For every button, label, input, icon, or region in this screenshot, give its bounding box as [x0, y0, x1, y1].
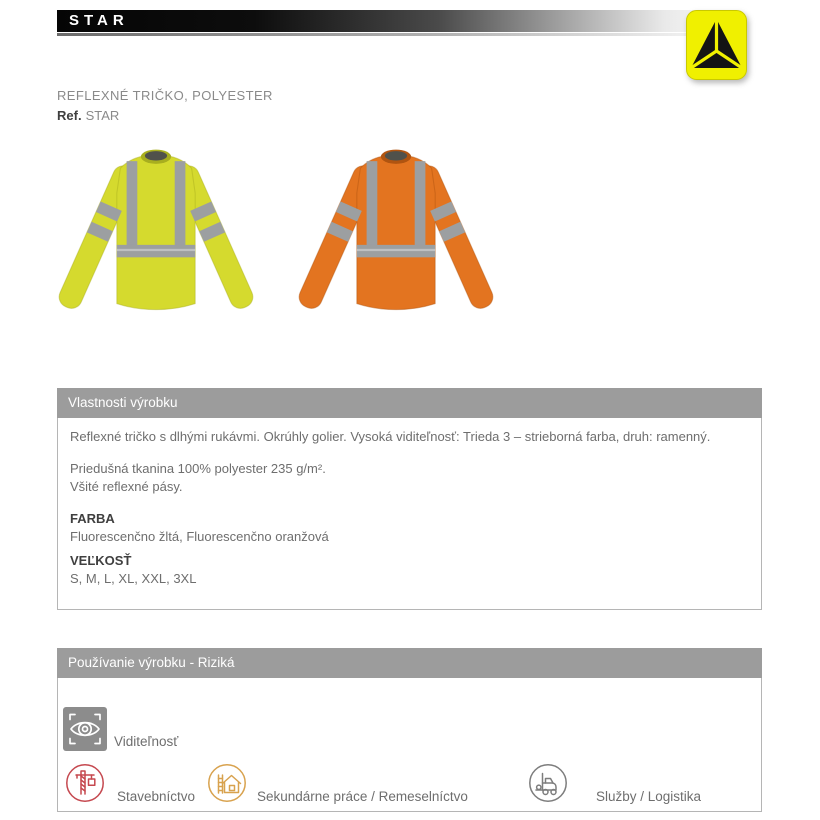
- features-section: [57, 388, 762, 610]
- bands-line: Všité reflexné pásy.: [70, 479, 183, 494]
- product-ref: [57, 108, 119, 123]
- risk-label-construction: Stavebníctvo: [117, 789, 196, 804]
- usage-risks-section: [57, 648, 762, 812]
- ref-label: Ref.: [57, 108, 82, 123]
- delta-plus-triangle-logo: [686, 10, 747, 80]
- delta-plus-logo: [686, 10, 747, 80]
- title-bar-shadow: [57, 33, 773, 36]
- product-title: REFLEXNÉ TRIČKO, POLYESTER: [57, 88, 273, 103]
- shirt-body: [58, 155, 254, 312]
- eye-visibility-icon: [63, 707, 107, 756]
- feature-description: Reflexné tričko s dlhými rukávmi. Okrúhly golier. Vysoká viditeľnosť: Trieda 3 – strieborná farba, druh: ramenný.: [70, 429, 711, 444]
- color-label: FARBA: [70, 510, 115, 526]
- size-value: S, M, L, XL, XXL, 3XL: [70, 571, 197, 586]
- risk-label-visibility: Viditeľnosť: [114, 734, 179, 749]
- features-section-header: Vlastnosti výrobku: [57, 388, 762, 418]
- shirt-body: [298, 155, 494, 312]
- ref-value: STAR: [85, 108, 120, 123]
- shirt-collar: [381, 150, 411, 164]
- risk-label-secondary-works: Sekundárne práce / Remeselníctvo: [257, 789, 468, 804]
- feature-fabric: [70, 460, 749, 497]
- tower-crane-icon: [65, 763, 105, 808]
- risk-label-services-logistics: Služby / Logistika: [596, 789, 702, 804]
- features-content: [58, 418, 761, 603]
- product-image-orange-shirt: [298, 138, 494, 325]
- color-value: Fluorescenčno žltá, Fluorescenčno oranžová: [70, 529, 329, 544]
- title-bar: [57, 10, 763, 32]
- usage-section-header: Používanie výrobku - Riziká: [57, 648, 762, 678]
- size-label: VEĽKOSŤ: [70, 552, 132, 568]
- product-image-yellow-shirt: [58, 138, 254, 325]
- house-scaffold-icon: [207, 763, 247, 808]
- fabric-line: Priedušná tkanina 100% polyester 235 g/m².: [70, 460, 326, 476]
- forklift-icon: [528, 763, 568, 808]
- shirt-collar: [141, 150, 171, 164]
- page-title: STAR: [69, 12, 129, 29]
